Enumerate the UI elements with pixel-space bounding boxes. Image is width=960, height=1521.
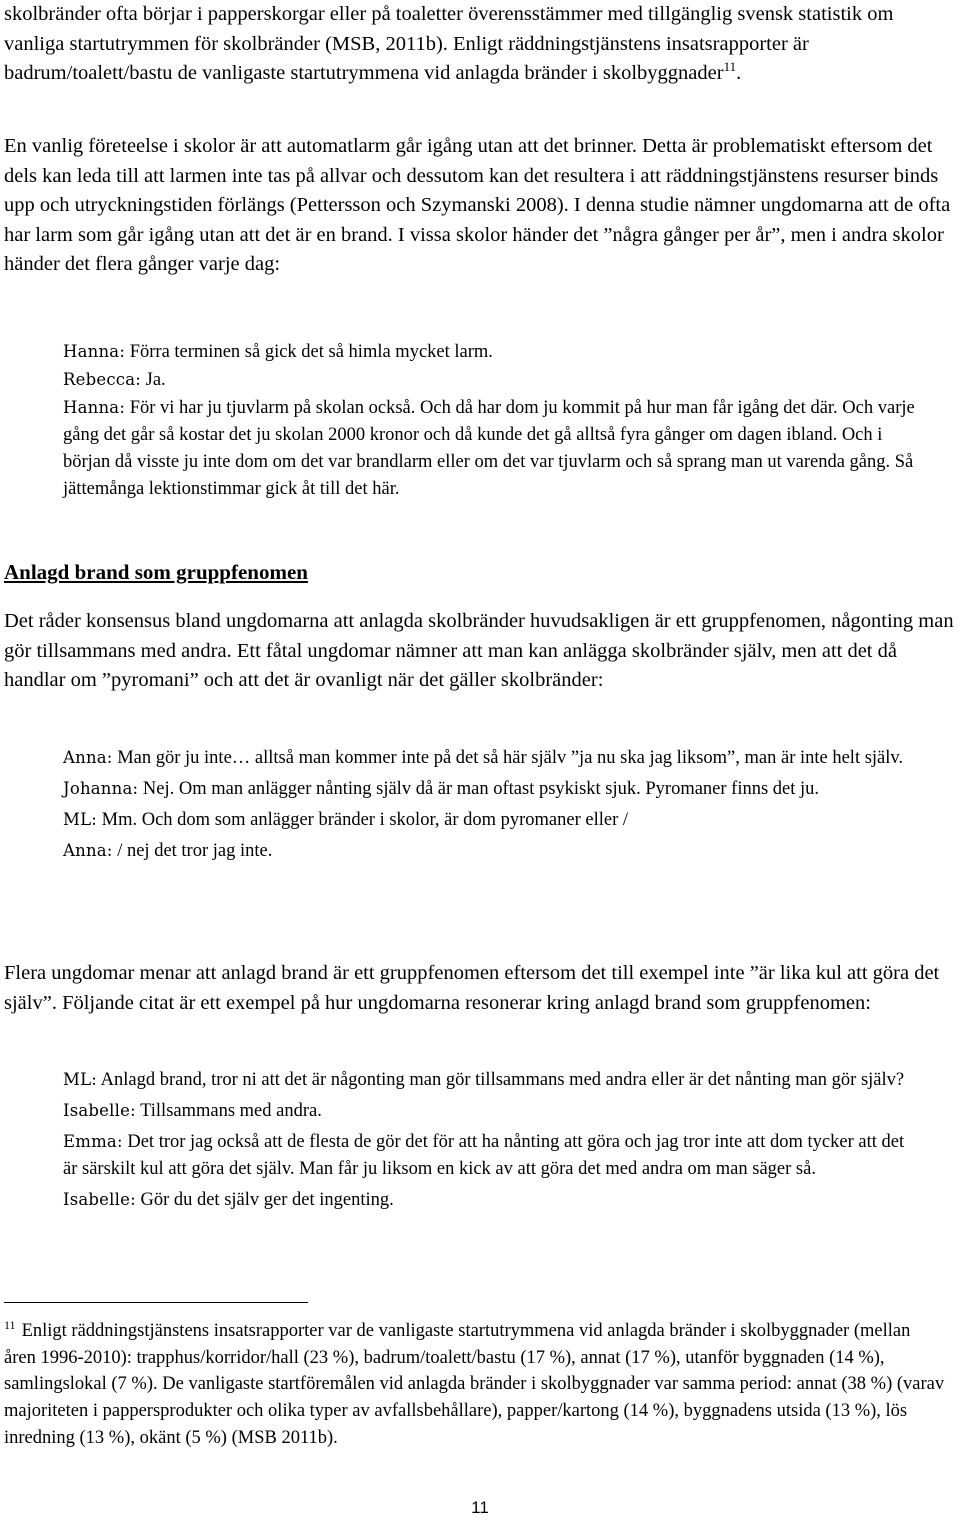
quote-line	[63, 394, 920, 503]
speaker-name: ML:	[63, 1070, 98, 1089]
paragraph-3-text: Det råder konsensus bland ungdomarna att anlagda skolbränder huvudsakligen är ett gruppfenomen, någonting man gör tillsammans med andra. Ett fåtal ungdomar nämner att man kan anlägga skolbränder själv, men att det då handlar om ”pyromani” och att det är ovanligt när det gäller skolbränder:	[4, 610, 954, 691]
footnote-divider	[4, 1302, 308, 1303]
quote-text: Förra terminen så gick det så himla mycket larm.	[129, 342, 493, 362]
speaker-name: ML:	[63, 810, 98, 829]
quote-line	[63, 744, 920, 772]
speaker-name: Anna:	[63, 841, 113, 860]
quote-text: / nej det tror jag inte.	[117, 841, 273, 861]
footnote-text: Enligt räddningstjänstens insatsrapporter var de vanligaste startutrymmena vid anlagda bränder i skolbyggnader (mellan åren 1996-2010): trapphus/korridor/hall (23 %), badrum/toalett/bastu (17 %), annat (17 %), utanför byggnaden (14 %), samlingslokal (7 %). De vanligaste startföremålen vid anlagda bränder i skolbyggnader var samma period: annat (38 %) (varav majoriteten i pappersprodukter och olika typer av avfallsbehållare), papper/kartong (14 %), byggnadens utsida (13 %), lös inredning (13 %), okänt (5 %) (MSB 2011b).	[4, 1321, 945, 1448]
quote-line	[63, 366, 920, 394]
section-heading	[0, 557, 960, 587]
quote-text: Mm. Och dom som anlägger bränder i skolor, är dom pyromaner eller /	[101, 810, 629, 830]
paragraph-1-end: .	[736, 62, 742, 84]
quote-text: Man gör ju inte… alltså man kommer inte på det så här själv ”ja nu ska jag liksom”, man är inte helt själv.	[117, 748, 904, 768]
quote-text: Tillsammans med andra.	[140, 1101, 322, 1121]
quote-line	[63, 338, 920, 366]
quote-line	[63, 837, 920, 865]
speaker-name: Rebecca:	[63, 370, 141, 389]
speaker-name: Isabelle:	[63, 1190, 136, 1209]
paragraph-1	[0, 0, 960, 89]
quote-line	[63, 1097, 920, 1125]
quote-text: Gör du det själv ger det ingenting.	[140, 1190, 394, 1210]
quote-text: Nej. Om man anlägger nånting själv då är man oftast psykiskt sjuk. Pyromaner finns det ju.	[142, 779, 820, 799]
speaker-name: Hanna:	[63, 398, 126, 417]
paragraph-4	[0, 959, 960, 1018]
quote-text: Det tror jag också att de flesta de gör det för att ha nånting att göra och jag tror inte att dom tycker att det är särskilt kul att göra det själv. Man får ju liksom en kick av att göra det med andra om man säger så.	[63, 1132, 905, 1179]
quote-line	[63, 1186, 920, 1214]
paragraph-2-text: En vanlig företeelse i skolor är att automatlarm går igång utan att det brinner. Detta är problematiskt eftersom det dels kan leda till att larmen inte tas på allvar och dessutom kan det resultera i att räddningstjänstens resurser binds upp och utryckningstiden förlängs (Pettersson och Szymanski 2008). I denna studie nämner ungdomarna att de ofta har larm som går igång utan att det är en brand. I vissa skolor händer det ”några gånger per år”, men i andra skolor händer det flera gånger varje dag:	[4, 135, 951, 275]
quote-line	[63, 1128, 920, 1183]
paragraph-2	[0, 132, 960, 280]
page-number: 11	[471, 1498, 489, 1517]
quote-block-2	[0, 744, 960, 865]
speaker-name: Anna:	[63, 748, 113, 767]
footnote-number: 11	[4, 1317, 16, 1332]
quote-text: Anlagd brand, tror ni att det är någonting man gör tillsammans med andra eller är det nånting man gör själv?	[100, 1070, 905, 1090]
quote-block-1	[0, 338, 960, 503]
section-title: Anlagd brand som gruppfenomen	[4, 560, 308, 584]
paragraph-1-text: skolbränder ofta börjar i papperskorgar eller på toaletter överensstämmer med tillgänglig svensk statistik om vanliga startutrymmen för skolbränder (MSB, 2011b). Enligt räddningstjänstens insatsrapporter är badrum/toalett/bastu de vanligaste startutrymmena vid anlagda bränder i skolbyggnader	[4, 3, 894, 84]
paragraph-3	[0, 607, 960, 696]
quote-line	[63, 806, 920, 834]
speaker-name: Johanna:	[63, 779, 139, 798]
footnote	[4, 1318, 946, 1452]
paragraph-4-text: Flera ungdomar menar att anlagd brand är ett gruppfenomen eftersom det till exempel inte ”är lika kul att göra det själv”. Följande citat är ett exempel på hur ungdomarna resonerar kring anlagd brand som gruppfenomen:	[4, 962, 940, 1014]
speaker-name: Hanna:	[63, 342, 126, 361]
footnote-reference[interactable]: 11	[723, 59, 737, 75]
speaker-name: Isabelle:	[63, 1101, 136, 1120]
speaker-name: Emma:	[63, 1132, 123, 1151]
quote-block-3	[0, 1066, 960, 1214]
quote-text: Ja.	[145, 370, 166, 390]
quote-line	[63, 1066, 920, 1094]
quote-line	[63, 775, 920, 803]
quote-text: För vi har ju tjuvlarm på skolan också. Och då har dom ju kommit på hur man får igång det där. Och varje gång det går så kostar det ju skolan 2000 kronor och då kunde det gå alltså fyra gånger om dagen ibland. Och i början då visste ju inte dom om det var brandlarm eller om det var tjuvlarm och så sprang man ut varenda gång. Så jättemånga lektionstimmar gick åt till det här.	[63, 398, 915, 499]
